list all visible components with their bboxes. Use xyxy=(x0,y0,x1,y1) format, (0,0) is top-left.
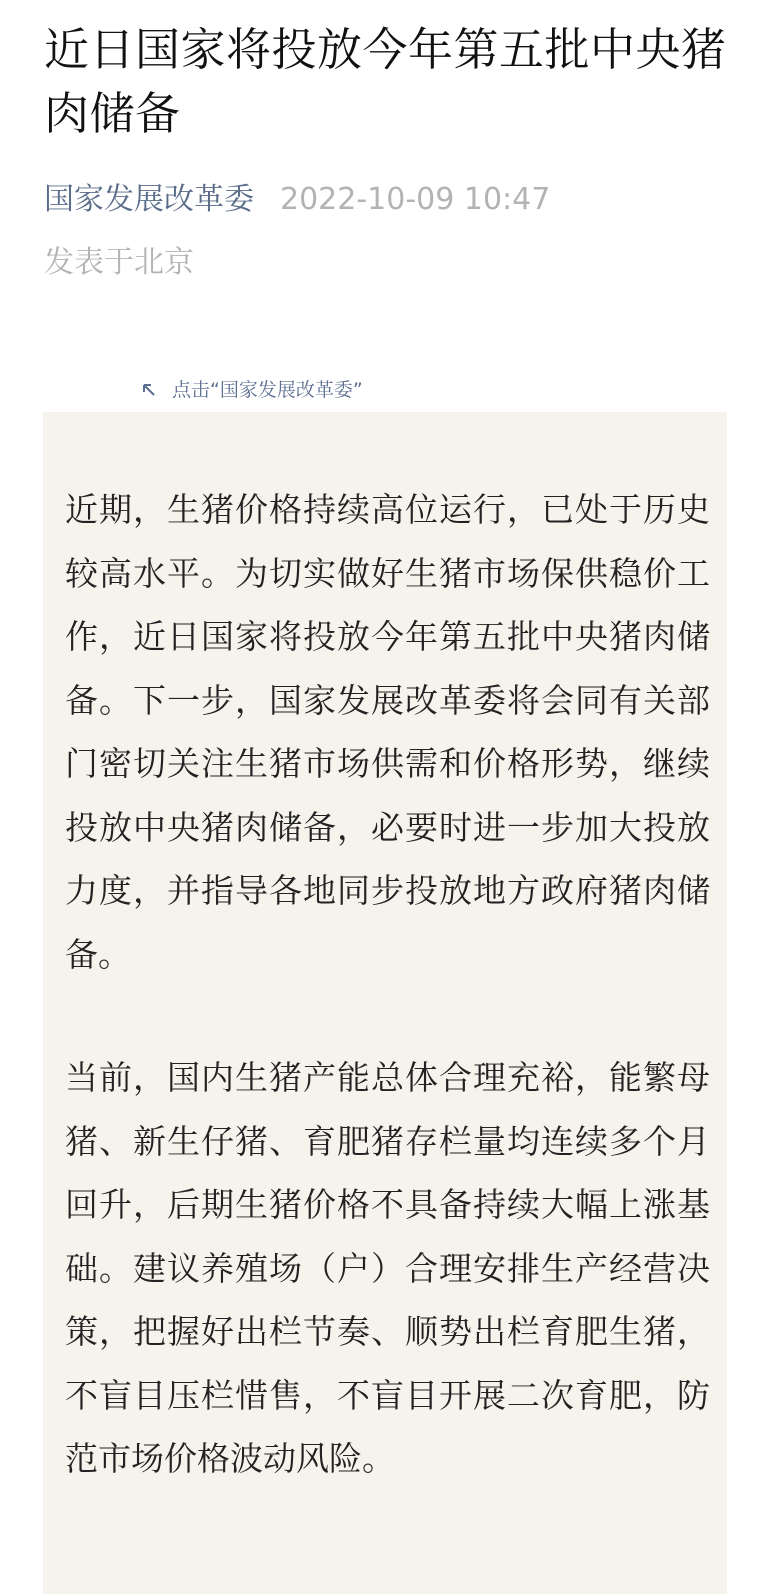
publish-location: 发表于北京 xyxy=(44,245,194,280)
publish-datetime: 2022-10-09 10:47 xyxy=(280,182,551,217)
article-paragraph: 当前，国内生猪产能总体合理充裕，能繁母猪、新生仔猪、育肥猪存栏量均连续多个月回升，后期生猪价格不具备持续大幅上涨基础。建议养殖场（户）合理安排生产经营决策，把握好出栏节奏、顺势出栏育肥生猪，不盲目压栏惜售，不盲目开展二次育肥，防范市场价格波动风险。 xyxy=(65,1058,710,1478)
arrow-up-left-icon xyxy=(140,381,158,399)
article-paragraph: 近期，生猪价格持续高位运行，已处于历史较高水平。为切实做好生猪市场保供稳价工作，近日国家将投放今年第五批中央猪肉储备。下一步，国家发展改革委将会同有关部门密切关注生猪市场供需和价格形势，继续投放中央猪肉储备，必要时进一步加大投放力度，并指导各地同步投放地方政府猪肉储备。 xyxy=(65,490,710,974)
follow-account-hint[interactable] xyxy=(140,375,363,405)
article-title: 近日国家将投放今年第五批中央猪肉储备 xyxy=(44,23,727,140)
author-link[interactable]: 国家发展改革委 xyxy=(44,182,254,217)
article-body xyxy=(43,412,727,1594)
follow-hint-text: 点击“国家发展改革委” xyxy=(172,379,363,401)
article-meta xyxy=(44,178,550,222)
